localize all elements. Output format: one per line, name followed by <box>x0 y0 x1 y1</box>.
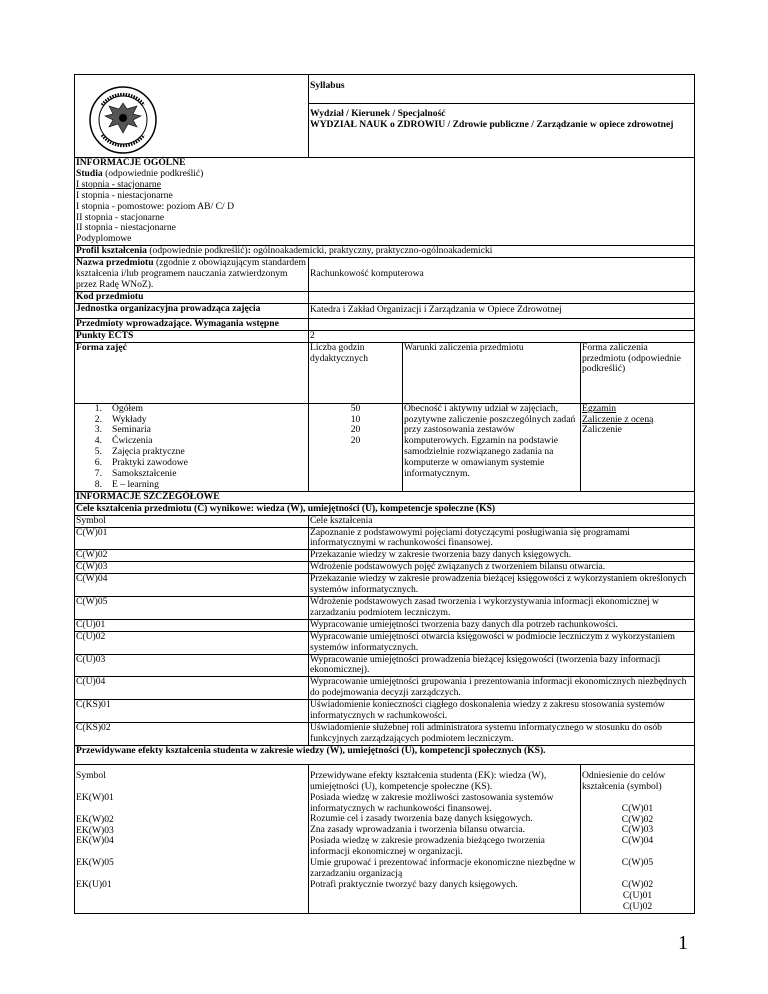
goal-text: Przekazanie wiedzy w zakresie prowadzenia bieżącej księgowości z wykorzystaniem określonych systemów informatycznych. <box>309 574 695 597</box>
faculty-value: WYDZIAŁ NAUK o ZDROWIU / Zdrowie publiczne / Zarządzanie w opiece zdrowotnej <box>310 118 674 130</box>
outcome-symbol: EK(W)01 <box>76 791 114 803</box>
outcome-symbol: EK(W)05 <box>76 857 114 869</box>
passing-cell <box>581 403 695 491</box>
outcomes-heading: Przewidywane efekty kształcenia studenta w zakresie wiedzy (W), umiejętności (U), kompetencji społecznych (KS). <box>76 744 546 756</box>
profile-note: (odpowiednie podkreślić) <box>146 245 248 257</box>
goal-text: Wdrożenie podstawowych pojęć związanych z tworzeniem bilansu otwarcia. <box>309 562 695 574</box>
passing-option: Zaliczenie <box>582 424 622 436</box>
course-name-label-cell <box>75 258 309 292</box>
outcomes-heading-cell <box>75 745 695 764</box>
profile-label: Profil kształcenia <box>76 245 147 257</box>
goal-text: Wypracowanie umiejętności otwarcia księgowości w podmiocie leczniczym z wykorzystaniem systemów informatycznych. <box>309 631 695 654</box>
goal-text: Przekazanie wiedzy w zakresie tworzenia bazy danych księgowych. <box>309 550 695 562</box>
forms-label-cell <box>75 342 309 403</box>
outcome-ref-cell <box>581 764 695 913</box>
form-item <box>76 425 307 436</box>
studia-option: I stopnia - stacjonarne <box>76 178 161 190</box>
goal-symbol: C(KS)01 <box>75 700 309 723</box>
forms-label: Forma zajęć <box>76 341 127 353</box>
studia-option: II stopnia - stacjonarne <box>76 211 165 223</box>
goal-row <box>75 700 695 723</box>
form-number: 8. <box>94 478 102 490</box>
prereq-value <box>309 318 695 330</box>
goal-text: Uświadomienie konieczności ciągłego doskonalenia wiedzy z zakresu stosowania systemów informatycznych w rachunkowości. <box>309 700 695 723</box>
goal-text: Uświadomienie służebnej roli administratora systemu informatycznego w stosunku do osób funkcyjnych zarządzających podmiotem leczniczym. <box>309 722 695 745</box>
ects-label: Punkty ECTS <box>76 329 134 341</box>
course-code-value <box>309 291 695 303</box>
unit-label: Jednostka organizacyjna prowadząca zajęcia <box>76 302 261 314</box>
passing-header: Forma zaliczenia przedmiotu (odpowiednie podkreślić) <box>581 342 695 403</box>
studia-option: II stopnia - niestacjonarne <box>76 222 176 234</box>
goal-row <box>75 631 695 654</box>
ects-label-cell <box>75 330 309 342</box>
goal-text: Wypracowanie umiejętności grupowania i prezentowania informacji ekonomicznych niezbędnych do podejmowania decyzji zarządczych. <box>309 677 695 700</box>
studia-note: (odpowiednie podkreślić) <box>102 167 204 179</box>
outcome-text: Posiada wiedzę w zakresie prowadzenia bieżącego tworzenia informacji ekonomicznej w organizacji. <box>310 835 545 858</box>
conditions-header: Warunki zaliczenia przedmiotu <box>403 342 581 403</box>
form-label: Seminaria <box>112 424 151 436</box>
unit-value-cell <box>309 303 695 318</box>
syllabus-table <box>74 74 695 914</box>
form-number: 6. <box>94 457 102 469</box>
course-code-label-cell <box>75 291 309 303</box>
prereq-label: Przedmioty wprowadzające. Wymagania wstępne <box>76 317 279 329</box>
outcome-table-cell <box>75 764 309 913</box>
form-item <box>76 404 307 415</box>
goal-symbol-header: Symbol <box>75 515 309 527</box>
passing-option: Zaliczenie z oceną <box>582 413 654 425</box>
form-label: Zajęcia praktyczne <box>112 446 185 458</box>
outcome-symbol-header: Symbol <box>76 769 106 781</box>
goal-row <box>75 677 695 700</box>
outcome-text: Posiada wiedzę w zakresie możliwości zastosowania systemów informatycznych w rachunkowości finansowej. <box>310 791 554 814</box>
outcome-ref: C(U)01 <box>622 890 653 902</box>
form-number: 2. <box>94 413 102 425</box>
goal-row <box>75 574 695 597</box>
profile-value: ogólnoakademicki, praktyczny, praktyczno-ogólnoakademicki <box>250 245 493 257</box>
goal-symbol: C(W)02 <box>75 550 309 562</box>
conditions-cell <box>403 403 581 491</box>
form-number: 3. <box>94 424 102 436</box>
page-number: 1 <box>678 932 688 954</box>
studia-label: Studia <box>76 167 103 179</box>
form-label: Samokształcenie <box>112 468 177 480</box>
outcome-text: Zna zasady wprowadzania i tworzenia bilansu otwarcia. <box>310 824 525 836</box>
goal-row <box>75 597 695 620</box>
goal-row <box>75 654 695 677</box>
form-label: Ćwiczenia <box>112 435 153 447</box>
ects-value: 2 <box>309 330 695 342</box>
general-heading: INFORMACJE OGÓLNE <box>76 157 186 168</box>
studia-option: I stopnia - niestacjonarne <box>76 189 173 201</box>
title-cell <box>309 75 695 104</box>
form-label: E – learning <box>112 478 159 490</box>
course-name-value: Rachunkowość komputerowa <box>310 268 424 280</box>
seal-cell <box>75 75 309 158</box>
general-section <box>75 158 695 246</box>
form-item <box>76 480 307 491</box>
goal-symbol: C(U)02 <box>75 631 309 654</box>
form-number: 5. <box>94 446 102 458</box>
outcome-text: Potrafi praktycznie tworzyć bazy danych księgowych. <box>310 878 518 890</box>
goal-symbol: C(KS)02 <box>75 722 309 745</box>
outcome-text: Umie grupować i prezentować informacje ekonomiczne niezbędne w zarzadzaniu organizacją <box>310 857 576 879</box>
goal-symbol: C(W)05 <box>75 597 309 620</box>
hours-header: Liczba godzin dydaktycznych <box>309 342 403 403</box>
conditions-text: Obecność i aktywny udział w zajęciach, pozytywne zaliczenie poszczególnych zadań przy zastosowania zestawów komputerowych. Egzamin na podstawie samodzielnie rozwiązanego zadania na komputerze w omawianym systemie informatycznym. <box>404 402 576 480</box>
goal-text: Wypracowanie umiejętności prowadzenia bieżącej księgowości (tworzenia bazy informacji ekonomicznej). <box>309 654 695 677</box>
form-label: Praktyki zawodowe <box>112 457 188 469</box>
outcome-ref: C(W)02 <box>621 813 654 825</box>
goal-text-header: Cele kształcenia <box>309 515 695 527</box>
faculty-label: Wydział / Kierunek / Specjalność <box>310 108 446 119</box>
form-label: Wykłady <box>112 413 147 425</box>
outcome-text: Rozumie cel i zasady tworzenia bazę danych księgowych. <box>310 813 533 825</box>
form-item <box>76 458 307 469</box>
profile-colon: : <box>247 245 251 257</box>
profile-row <box>75 246 695 258</box>
goals-heading: Cele kształcenia przedmiotu (C) wynikowe: wiedza (W), umiejętności (U), kompetencje społeczne (KS) <box>76 502 496 514</box>
goal-row <box>75 562 695 574</box>
goal-symbol: C(W)04 <box>75 574 309 597</box>
goal-symbol: C(U)03 <box>75 654 309 677</box>
goal-symbol: C(U)04 <box>75 677 309 700</box>
form-item <box>76 447 307 458</box>
outcome-text-header: Przewidywane efekty kształcenia studenta (EK): wiedza (W), umiejętności (U), kompetencje społeczne (KS). <box>310 769 547 792</box>
form-number: 7. <box>94 468 102 480</box>
form-hours: 50 <box>350 402 361 414</box>
form-label: Ogółem <box>112 402 143 414</box>
form-hours: 20 <box>350 435 361 447</box>
outcome-symbol: EK(W)04 <box>76 835 114 847</box>
outcome-symbol: EK(W)03 <box>76 824 114 836</box>
goal-text: Wypracowanie umiejętności tworzenia bazy danych dla potrzeb rachunkowości. <box>309 619 695 631</box>
form-number: 4. <box>94 435 102 447</box>
outcome-ref: C(W)01 <box>621 802 654 814</box>
passing-option: Egzamin <box>582 402 617 414</box>
outcome-symbol: EK(W)02 <box>76 813 114 825</box>
outcome-ref: C(W)03 <box>621 824 654 836</box>
outcome-ref: C(W)04 <box>621 835 654 847</box>
outcome-ref-header: Odniesienie do celów kształcenia (symbol) <box>582 769 666 792</box>
hours-list-cell <box>309 403 403 491</box>
goal-text: Wdrożenie podstawowych zasad tworzenia i wykorzystywania informacji ekonomicznej w zarzadzaniu podmiotem leczniczym. <box>309 597 695 620</box>
goals-heading-cell <box>75 503 695 515</box>
goal-row <box>75 527 695 550</box>
details-heading: INFORMACJE SZCZEGÓŁOWE <box>76 490 220 502</box>
goal-row <box>75 619 695 631</box>
course-code-label: Kod przedmiotu <box>76 290 144 302</box>
outcome-ref: C(W)02 <box>621 879 654 891</box>
studia-option: Podyplomowe <box>76 233 132 245</box>
goal-symbol: C(U)01 <box>75 619 309 631</box>
form-item <box>76 469 307 480</box>
outcome-text-cell <box>309 764 581 913</box>
syllabus-page <box>74 74 694 914</box>
university-seal-eagle-icon <box>88 85 158 155</box>
studia-option: I stopnia - pomostowe: poziom AB/ C/ D <box>76 200 235 212</box>
faculty-cell <box>309 104 695 158</box>
form-number: 1. <box>94 402 102 414</box>
goal-symbol: C(W)03 <box>75 562 309 574</box>
course-name-label: Nazwa przedmiotu <box>76 257 154 269</box>
goal-text: Zapoznanie z podstawowymi pojęciami dotyczącymi posługiwania się programami informatycznymi w rachunkowości finansowej. <box>309 527 695 550</box>
course-name-note: (zgodnie z obowiązującym standardem kształcenia i/lub programem nauczania zatwierdzonym przez Radę WNoZ). <box>76 257 306 290</box>
form-item <box>76 415 307 426</box>
course-name-value-cell <box>309 258 695 292</box>
syllabus-title: Syllabus <box>310 80 345 91</box>
outcome-ref: C(U)02 <box>622 900 653 912</box>
goal-symbol: C(W)01 <box>75 527 309 550</box>
goal-row <box>75 722 695 745</box>
form-item <box>76 436 307 447</box>
details-heading-cell <box>75 491 695 503</box>
forms-list <box>76 404 307 491</box>
outcome-symbol: EK(U)01 <box>76 879 112 891</box>
goal-row <box>75 550 695 562</box>
prereq-label-cell <box>75 318 309 330</box>
form-hours: 10 <box>350 413 361 425</box>
forms-list-cell <box>75 403 309 491</box>
form-hours: 20 <box>350 424 361 436</box>
unit-value: Katedra i Zakład Organizacji i Zarządzania w Opiece Zdrowotnej <box>310 304 562 316</box>
outcome-ref: C(W)05 <box>621 857 654 869</box>
unit-label-cell <box>75 303 309 318</box>
